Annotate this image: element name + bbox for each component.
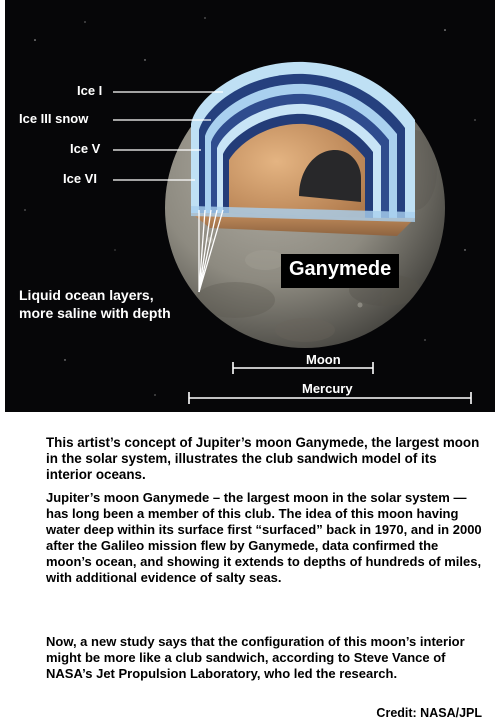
interior-cutaway [191,62,415,236]
image-credit: Credit: NASA/JPL [376,706,482,720]
body-paragraph-1: Jupiter’s moon Ganymede – the largest moon in the solar system — has long been a member of this club. The idea of this moon having water deep within its surface first “surfaced” back in 1970, and in 2000 after the Galileo mission flew by Ganymede, data confirmed the moon’s ocean, and showing it extends to depths of hundreds of miles, with additional evidence of salty seas. [46,490,482,585]
label-ice-vi: Ice VI [63,171,97,186]
label-ice-iii-snow: Ice III snow [19,111,89,126]
label-ocean-line2: more saline with depth [19,305,171,321]
body-paragraph-2: Now, a new study says that the configuration of this moon’s interior might be more like a club sandwich, according to Steve Vance of NASA’s Jet Propulsion Laboratory, who led the research. [46,634,465,681]
label-ocean-line1: Liquid ocean layers, [19,287,154,303]
scale-label-mercury: Mercury [302,381,353,396]
ganymede-illustration [5,0,495,412]
label-ice-i: Ice I [77,83,103,98]
ganymede-label: Ganymede [289,258,392,280]
scale-label-moon: Moon [306,352,341,367]
ganymede-figure [5,0,495,412]
figure-caption: This artist’s concept of Jupiter’s moon Ganymede, the largest moon in the solar system, illustrates the club sandwich model of its interior oceans. [46,435,480,482]
label-ice-v: Ice V [70,141,101,156]
